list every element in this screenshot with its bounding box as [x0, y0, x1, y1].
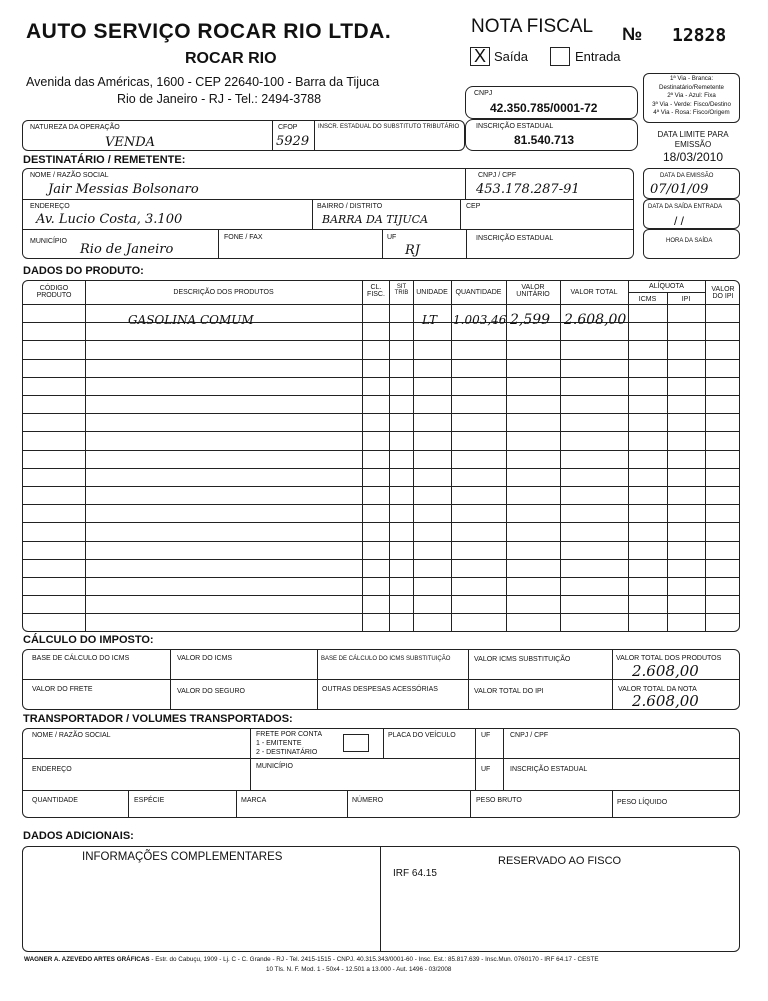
reservado-fisco-label: RESERVADO AO FISCO: [498, 855, 622, 867]
col-ipi: IPI: [681, 296, 691, 303]
dest-nome-label: NOME / RAZÃO SOCIAL: [30, 172, 109, 179]
transp-municipio-label: MUNICÍPIO: [256, 763, 293, 770]
table-row-line: [22, 431, 740, 432]
imposto-title: CÁLCULO DO IMPOSTO:: [23, 634, 154, 646]
table-row-line: [22, 595, 740, 596]
transp-cnpj-label: CNPJ / CPF: [510, 732, 549, 739]
col-valor-unitario: VALOR UNITÁRIO: [516, 284, 550, 299]
dest-nome[interactable]: Jair Messias Bolsonaro: [48, 182, 199, 197]
frete-conta-checkbox[interactable]: [343, 734, 369, 752]
transp-uf-label: UF: [481, 732, 491, 739]
total-nota[interactable]: 2.608,00: [632, 692, 699, 710]
table-row-line: [22, 486, 740, 487]
via-line: 1ª Via - Branca:: [669, 75, 714, 82]
transp-nome-label: NOME / RAZÃO SOCIAL: [32, 732, 111, 739]
produto-descricao[interactable]: GASOLINA COMUM: [128, 313, 254, 327]
table-row-line: [22, 613, 740, 614]
dest-uf[interactable]: RJ: [405, 243, 420, 258]
document-number: 12828: [672, 25, 727, 46]
data-emissao[interactable]: 07/01/09: [650, 182, 709, 197]
peso-bruto-label: PESO BRUTO: [476, 797, 522, 804]
data-saida-label: DATA DA SAÍDA ENTRADA: [648, 204, 723, 210]
produto-unidade[interactable]: LT: [422, 313, 437, 327]
transportador-title: TRANSPORTADOR / VOLUMES TRANSPORTADOS:: [23, 713, 293, 725]
data-saida-box: [643, 199, 740, 229]
valor-icms-sub-label: VALOR ICMS SUBSTITUIÇÃO: [474, 656, 571, 663]
dest-municipio-label: MUNICÍPIO: [30, 238, 67, 245]
data-saida[interactable]: / /: [674, 214, 685, 228]
company-address-2: Rio de Janeiro - RJ - Tel.: 2494-3788: [117, 92, 322, 106]
produto-valor-total[interactable]: 2.608,00: [564, 312, 627, 328]
vias-list: [644, 74, 739, 118]
transp-endereco-label: ENDEREÇO: [32, 766, 72, 773]
issuer-cnpj-label: CNPJ: [474, 90, 493, 97]
document-number-prefix: №: [622, 24, 643, 44]
frete-label: VALOR DO FRETE: [32, 686, 93, 693]
dest-municipio[interactable]: Rio de Janeiro: [80, 242, 174, 257]
saida-checkbox[interactable]: [470, 47, 490, 66]
seguro-label: VALOR DO SEGURO: [177, 688, 245, 695]
produtos-table: [22, 280, 740, 632]
issuer-cnpj-box: [465, 86, 638, 119]
total-ipi-label: VALOR TOTAL DO IPI: [474, 688, 544, 695]
frete-conta-label: FRETE POR CONTA: [256, 731, 322, 738]
table-row-line: [22, 577, 740, 578]
via-line: Destinatário/Remetente: [658, 83, 724, 91]
dest-cnpj-label: CNPJ / CPF: [478, 172, 517, 179]
data-emissao-label: DATA DA EMISSÃO: [660, 173, 714, 179]
table-row-line: [22, 504, 740, 505]
col-valor-total: VALOR TOTAL: [570, 289, 618, 296]
printer-name: WAGNER A. AZEVEDO ARTES GRÁFICAS: [24, 956, 150, 963]
info-complementares-label: INFORMAÇÕES COMPLEMENTARES: [82, 851, 283, 863]
dest-ie-label: INSCRIÇÃO ESTADUAL: [476, 235, 554, 242]
natureza-value[interactable]: VENDA: [105, 135, 156, 150]
company-address-1: Avenida das Américas, 1600 - CEP 22640-100 - Barra da Tijuca: [26, 75, 380, 89]
produtos-title: DADOS DO PRODUTO:: [23, 265, 144, 277]
base-icms-label: BASE DE CÁLCULO DO ICMS: [32, 655, 130, 662]
cfop-label: CFOP: [278, 124, 298, 131]
table-row-line: [22, 395, 740, 396]
col-unidade: UNIDADE: [416, 289, 448, 296]
col-cl-fisc: CL. FISC.: [367, 284, 385, 299]
total-produtos-label: VALOR TOTAL DOS PRODUTOS: [616, 655, 722, 662]
table-row-line: [22, 541, 740, 542]
issuer-ie: 81.540.713: [514, 133, 575, 147]
irf-code: IRF 64.15: [393, 868, 437, 879]
col-valor-ipi: VALOR DO IPI: [711, 286, 735, 301]
adicionais-title: DADOS ADICIONAIS:: [23, 830, 134, 842]
base-icms-sub-label: BASE DE CÁLCULO DO ICMS SUBSTITUIÇÃO: [321, 656, 451, 662]
valor-icms-label: VALOR DO ICMS: [177, 655, 233, 662]
produto-valor-unitario[interactable]: 2,599: [510, 312, 551, 328]
hora-saida-label: HORA DA SAÍDA: [666, 238, 713, 244]
table-row-line: [22, 522, 740, 523]
company-name: AUTO SERVIÇO ROCAR RIO LTDA.: [26, 20, 392, 43]
data-limite-label: DATA LIMITE PARA EMISSÃO: [657, 130, 729, 149]
table-row-line: [22, 304, 740, 305]
company-short-name: ROCAR RIO: [185, 50, 277, 67]
data-emissao-box: [643, 168, 740, 199]
table-row-line: [22, 468, 740, 469]
dest-cep-label: CEP: [466, 203, 481, 210]
dest-uf-label: UF: [387, 234, 397, 241]
numero-label: NÚMERO: [352, 797, 384, 804]
document-type: NOTA FISCAL: [471, 16, 594, 37]
frete-emitente-label: 1 - EMITENTE: [256, 740, 302, 747]
saida-label: Saída: [494, 49, 528, 64]
footer-line-1: [24, 956, 754, 963]
produto-quantidade[interactable]: 1.003,46: [453, 313, 507, 327]
col-descricao: DESCRIÇÃO DOS PRODUTOS: [173, 289, 274, 296]
via-line: 3ª Via - Verde: Fisco/Destino: [652, 100, 731, 108]
col-sit-trib: SIT TRIB: [394, 284, 409, 297]
marca-label: MARCA: [241, 797, 267, 804]
col-codigo: CÓDIGO PRODUTO: [36, 285, 72, 300]
cfop-value[interactable]: 5929: [276, 134, 310, 149]
insc-substituto-label: INSCR. ESTADUAL DO SUBSTITUTO TRIBUTÁRIO: [318, 124, 460, 130]
table-row-line: [22, 413, 740, 414]
dest-bairro-label: BAIRRO / DISTRITO: [317, 203, 383, 210]
dest-endereco[interactable]: Av. Lucio Costa, 3.100: [36, 212, 183, 227]
table-row-line: [22, 340, 740, 341]
via-line: 2ª Via - Azul: Fixa: [667, 92, 716, 99]
transp-uf2-label: UF: [481, 766, 491, 773]
total-produtos[interactable]: 2.608,00: [632, 662, 699, 680]
col-aliquota: ALÍQUOTA: [649, 283, 684, 290]
quantidade-label: QUANTIDADE: [32, 797, 78, 804]
table-row-line: [22, 450, 740, 451]
issuer-ie-label: INSCRIÇÃO ESTADUAL: [476, 123, 554, 130]
table-row-line: [22, 359, 740, 360]
transp-ie-label: INSCRIÇÃO ESTADUAL: [510, 766, 588, 773]
hora-saida-box: [643, 229, 740, 259]
footer-line-2: 10 Tls. N. F. Mod. 1 - 50x4 - 12.501 a 13.000 - Aut. 1496 - 03/2008: [266, 966, 452, 973]
dest-fone-label: FONE / FAX: [224, 234, 263, 241]
natureza-label: NATUREZA DA OPERAÇÃO: [30, 124, 120, 131]
dest-cnpj[interactable]: 453.178.287-91: [476, 182, 580, 197]
col-quantidade: QUANTIDADE: [455, 289, 502, 296]
dest-bairro[interactable]: BARRA DA TIJUCA: [322, 213, 429, 226]
printer-details: - Estr. do Cabuçu, 1909 - Lj. C - C. Grande - RJ - Tel. 2415-1515 - CNPJ. 40.315.343/0001-60 - Insc. Est.: 85.817.639 - Insc.Mun. 0760170 - IRF 64.17 - CESTE: [151, 956, 599, 963]
vias-box: [643, 73, 740, 123]
via-line: 4ª Via - Rosa: Fisco/Origem: [653, 109, 730, 116]
data-limite: 18/03/2010: [662, 150, 724, 164]
entrada-checkbox[interactable]: [550, 47, 570, 66]
dest-endereco-label: ENDEREÇO: [30, 203, 70, 210]
peso-liquido-label: PESO LÍQUIDO: [617, 799, 668, 806]
table-row-line: [22, 377, 740, 378]
destinatario-title: DESTINATÁRIO / REMETENTE:: [23, 154, 186, 166]
especie-label: ESPÉCIE: [134, 797, 165, 804]
outras-despesas-label: OUTRAS DESPESAS ACESSÓRIAS: [322, 686, 438, 693]
issuer-cnpj: 42.350.785/0001-72: [490, 101, 598, 115]
col-icms: ICMS: [638, 296, 657, 303]
issuer-ie-box: [465, 119, 638, 151]
frete-destinatario-label: 2 - DESTINATÁRIO: [256, 749, 318, 756]
table-row-line: [22, 559, 740, 560]
check-mark: X: [473, 46, 486, 66]
entrada-label: Entrada: [575, 49, 621, 64]
placa-label: PLACA DO VEÍCULO: [388, 732, 456, 739]
total-nota-label: VALOR TOTAL DA NOTA: [618, 686, 697, 693]
